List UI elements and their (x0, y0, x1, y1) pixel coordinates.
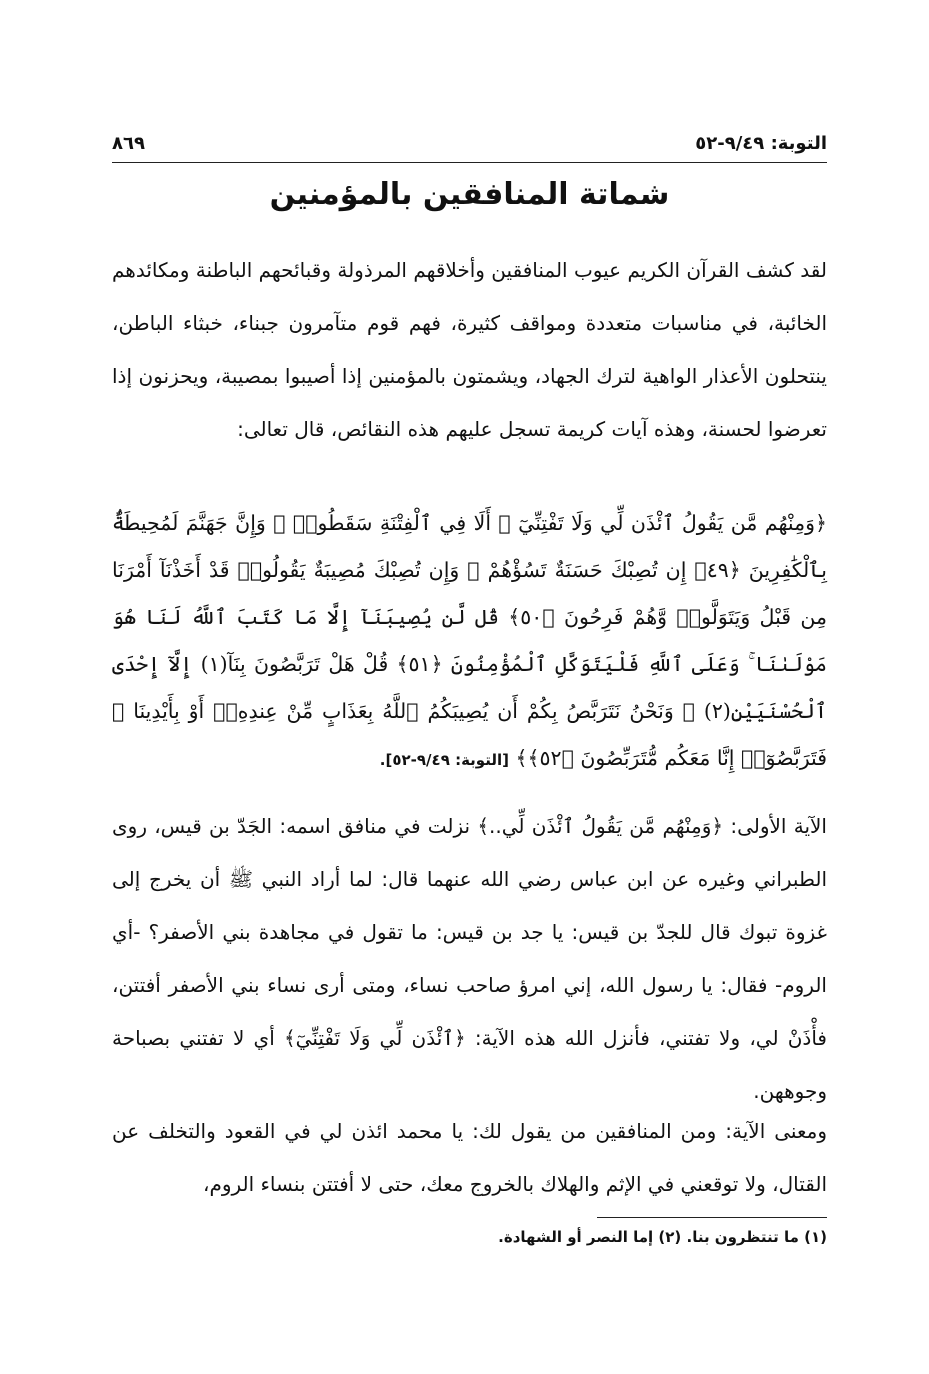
page-number: ٨٦٩ (112, 132, 145, 154)
intro-paragraph: لقد كشف القرآن الكريم عيوب المنافقين وأخلاقهم المرذولة وقبائحهم الباطنة ومكائدهم الخائبة، في مناسبات متعددة ومواقف كثيرة، فهم قوم متآمرون جبناء، خبثاء الباطن، ينتحلون الأعذار الواهية لترك الجهاد، ويشمتون بالمؤمنين إذا أصيبوا بمصيبة، ويحزنون إذا تعرضوا لحسنة، وهذه آيات كريمة تسجل عليهم هذه النقائص، قال تعالى: (112, 258, 827, 441)
surah-reference: التوبة: ٩/٤٩-٥٢ (695, 132, 827, 154)
footnotes: (١) ما تنتظرون بنا. (٢) إما النصر أو الشهادة. (498, 1228, 827, 1246)
quran-verse-block (112, 500, 827, 784)
header-divider (112, 162, 827, 163)
section-title: شماتة المنافقين بالمؤمنين (269, 177, 670, 212)
verse-reference: [التوبة: ٩/٤٩-٥٢]. (379, 751, 509, 769)
footnote-divider (597, 1217, 827, 1218)
running-header (112, 127, 827, 159)
commentary-paragraph-2: ومعنى الآية: ومن المنافقين من يقول لك: يا محمد ائذن لي في القعود والتخلف عن القتال، ولا توقعني في الإثم والهلاك بالخروج معك، حتى لا أفتتن بنساء الروم، (112, 1119, 827, 1196)
quran-verse-text: ﴿وَمِنْهُم مَّن يَقُولُ ٱئْذَن لِّي وَلَا تَفْتِنِّيٓ ۚ أَلَا فِي ٱلْفِتْنَةِ سَقَطُوا۟ ۗ وَإِنَّ جَهَنَّمَ لَمُحِيطَةٌۢ بِٱلْكَٰفِرِينَ ﴿٤٩﴾ إِن تُصِبْكَ حَسَنَةٌ تَسُؤْهُمْ ۖ وَإِن تُصِبْكَ مُصِيبَةٌ يَقُولُوا۟ قَدْ أَخَذْنَآ أَمْرَنَا مِن قَبْلُ وَيَتَوَلَّوا۟ وَّهُمْ فَرِحُونَ ﴿٥٠﴾ قُل لَّن يُصِيبَنَآ إِلَّا مَا كَتَبَ ٱللَّهُ لَنَا هُوَ مَوْلَىٰنَا ۚ وَعَلَى ٱللَّهِ فَلْيَتَوَكَّلِ ٱلْمُؤْمِنُونَ ﴿٥١﴾ قُلْ هَلْ تَرَبَّصُونَ بِنَآ(١) إِلَّآ إِحْدَى ٱلْحُسْنَيَيْنِ(٢) ۖ وَنَحْنُ نَتَرَبَّصُ بِكُمْ أَن يُصِيبَكُمُ ٱللَّهُ بِعَذَابٍ مِّنْ عِندِهِۦٓ أَوْ بِأَيْدِينَا ۖ فَتَرَبَّصُوٓا۟ إِنَّا مَعَكُم مُّتَرَبِّصُونَ ﴿٥٢﴾﴾ (112, 511, 827, 770)
commentary-paragraph-1: الآية الأولى: ﴿وَمِنْهُم مَّن يَقُولُ ٱئْذَن لِّي..﴾ نزلت في منافق اسمه: الجَدّ بن قيس، روى الطبراني وغيره عن ابن عباس رضي الله عنهما قال: لما أراد النبي ﷺ أن يخرج إلى غزوة تبوك قال للجدّ بن قيس: يا جد بن قيس: ما تقول في مجاهدة بني الأصفر؟ -أي الروم- فقال: يا رسول الله، إني امرؤ صاحب نساء، ومتى أرى نساء بني الأصفر أفتتن، فأْذَنْ لي، ولا تفتني، فأنزل الله هذه الآية: ﴿ٱئْذَن لِّي وَلَا تَفْتِنِّيٓ﴾ أي لا تفتني بصباحة وجوههن. (112, 814, 827, 1103)
